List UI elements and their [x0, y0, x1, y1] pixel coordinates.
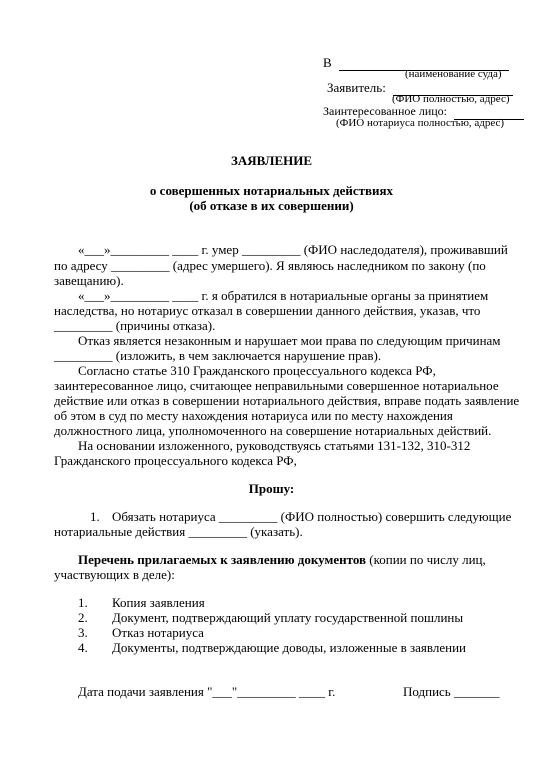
text-line: Согласно статье 310 Гражданского процессуального кодекса РФ,: [78, 363, 436, 378]
text-line: участвующих в деле):: [54, 567, 175, 582]
text-line: _________ (изложить, в чем заключается нарушение прав).: [54, 348, 382, 363]
document-subtitle-2: (об отказе в их совершении): [189, 198, 354, 213]
interested-party-label: Заинтересованное лицо:: [323, 104, 448, 118]
attachments-heading-bold: Перечень прилагаемых к заявлению документов: [78, 552, 367, 567]
document-title: ЗАЯВЛЕНИЕ: [230, 153, 313, 168]
text-line: завещанию).: [54, 273, 124, 288]
list-item-number: 3.: [78, 625, 88, 640]
text-line: На основании изложенного, руководствуясь статьями 131-132, 310-312: [78, 438, 471, 453]
request-item-number: 1.: [90, 509, 100, 524]
text-line: заинтересованное лицо, считающее неправильными совершенное нотариальное: [54, 378, 499, 393]
text-line: Отказ является незаконным и нарушает мои права по следующим причинам: [78, 333, 501, 348]
text-line: нотариальные действия _________ (указать).: [54, 524, 303, 539]
document-subtitle-1: о совершенных нотариальных действиях: [149, 183, 394, 198]
list-item-text: Документы, подтверждающие доводы, изложенные в заявлении: [112, 640, 466, 655]
text-line: Гражданского процессуального кодекса РФ,: [54, 453, 297, 468]
list-item-number: 1.: [78, 595, 88, 610]
court-caption: (наименование суда): [405, 68, 502, 80]
text-line: действие или отказ в совершении нотариального действия, вправе подать заявление: [54, 393, 520, 408]
text-line: Обязать нотариуса _________ (ФИО полностью) совершить следующие: [112, 509, 512, 524]
text-line: должностного лица, уполномоченного на совершение нотариальных действий.: [54, 423, 492, 438]
text-line: об этом в суд по месту нахождения нотариуса или по месту нахождения: [54, 408, 453, 423]
list-item-text: Документ, подтверждающий уплату государственной пошлины: [112, 610, 464, 625]
list-item-number: 4.: [78, 640, 88, 655]
text-line: наследства, но нотариус отказал в совершении данного действия, указав, что: [54, 303, 481, 318]
applicant-caption: (ФИО полностью, адрес): [392, 93, 510, 105]
text-line: «___»_________ ____ г. я обратился в нотариальные органы за принятием: [78, 288, 489, 303]
filing-date-line[interactable]: Дата подачи заявления "___"_________ ____ г.: [78, 684, 336, 699]
attachments-heading-rest: (копии по числу лиц,: [366, 552, 486, 567]
list-item-number: 2.: [78, 610, 88, 625]
to-prefix: В: [323, 55, 332, 70]
request-heading: Прошу:: [248, 481, 295, 496]
signature-line[interactable]: Подпись _______: [403, 684, 500, 699]
list-item-text: Копия заявления: [112, 595, 205, 610]
list-item-text: Отказ нотариуса: [112, 625, 204, 640]
text-line: _________ (причины отказа).: [54, 318, 216, 333]
text-line: «___»_________ ____ г. умер _________ (ФИО наследодателя), проживавший: [78, 242, 508, 257]
notary-caption: (ФИО нотариуса полностью, адрес): [336, 117, 505, 129]
applicant-label: Заявитель:: [327, 80, 386, 95]
text-line: по адресу _________ (адрес умершего). Я являюсь наследником по закону (по: [54, 258, 486, 273]
